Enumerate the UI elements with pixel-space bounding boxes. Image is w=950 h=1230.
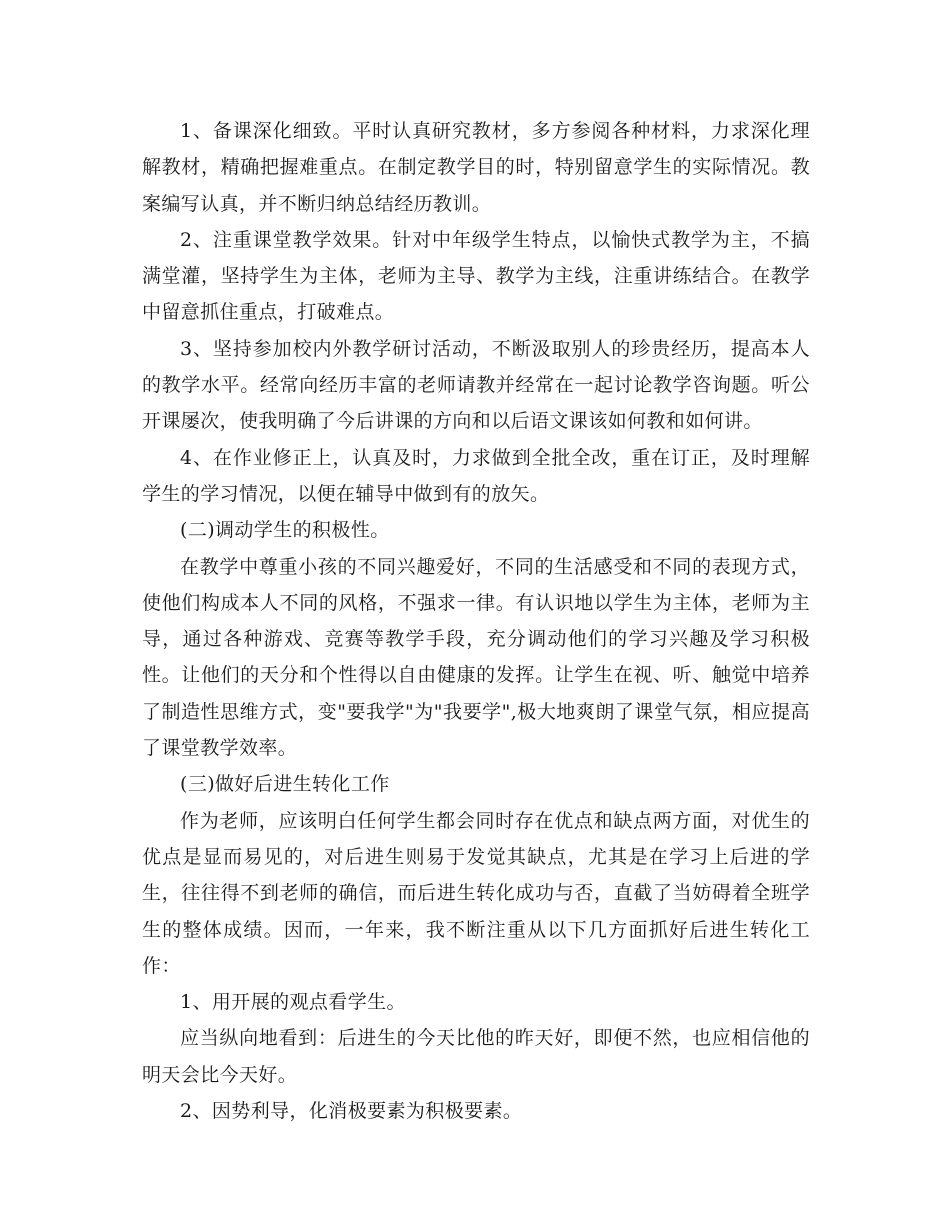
paragraph-prep-lessons: 1、备课深化细致。平时认真研究教材，多方参阅各种材料，力求深化理解教材，精确把握难重点。在制定教学目的时，特别留意学生的实际情况。教案编写认真，并不断归纳总结经历教训。 — [142, 120, 810, 215]
paragraph-classroom-effect: 2、注重课堂教学效果。针对中年级学生特点，以愉快式教学为主，不搞满堂灌，坚持学生为主体，老师为主导、教学为主线，注重讲练结合。在教学中留意抓住重点，打破难点。 — [142, 228, 810, 324]
paragraph-guidance: 2、因势利导，化消极要素为积极要素。 — [180, 1100, 523, 1123]
paragraph-motivation: 在教学中尊重小孩的不同兴趣爱好，不同的生活感受和不同的表现方式，使他们构成本人不同的风格，不强求一律。有认识地以学生为主体，老师为主导，通过各种游戏、竞赛等教学手段，充分调动他们的学习兴趣及学习积极性。让他们的天分和个性得以自由健康的发挥。让学生在视、听、触觉中培养了制造性思维方式，变"要我学"为"我要学",极大地爽朗了课堂气氛，相应提高了课堂教学效率。 — [142, 555, 810, 760]
paragraph-development-view: 1、用开展的观点看学生。 — [180, 991, 406, 1014]
section-heading-struggling-students: (三)做好后进生转化工作 — [180, 773, 390, 796]
paragraph-longitudinal-view: 应当纵向地看到：后进生的今天比他的昨天好，即便不然，也应相信他的明天会比今天好。 — [142, 1027, 810, 1086]
section-heading-motivation: (二)调动学生的积极性。 — [180, 519, 390, 542]
paragraph-struggling-students: 作为老师，应该明白任何学生都会同时存在优点和缺点两方面，对优生的优点是显而易见的，对后进生则易于发觉其缺点，尤其是在学习上后进的学生，往往得不到老师的确信，而后进生转化成功与否，直截了当妨碍着全班学生的整体成绩。因而，一年来，我不断注重从以下几方面抓好后进生转化工作： — [142, 809, 810, 977]
paragraph-teaching-research: 3、坚持参加校内外教学研讨活动，不断汲取别人的珍贵经历，提高本人的教学水平。经常向经历丰富的老师请教并经常在一起讨论教学咨询题。听公开课屡次，使我明确了今后讲课的方向和以后语文课该如何教和如何讲。 — [142, 337, 810, 433]
document-body — [142, 113, 810, 1129]
paragraph-homework-correction: 4、在作业修正上，认真及时，力求做到全批全改，重在订正，及时理解学生的学习情况，以便在辅导中做到有的放矢。 — [142, 446, 810, 505]
